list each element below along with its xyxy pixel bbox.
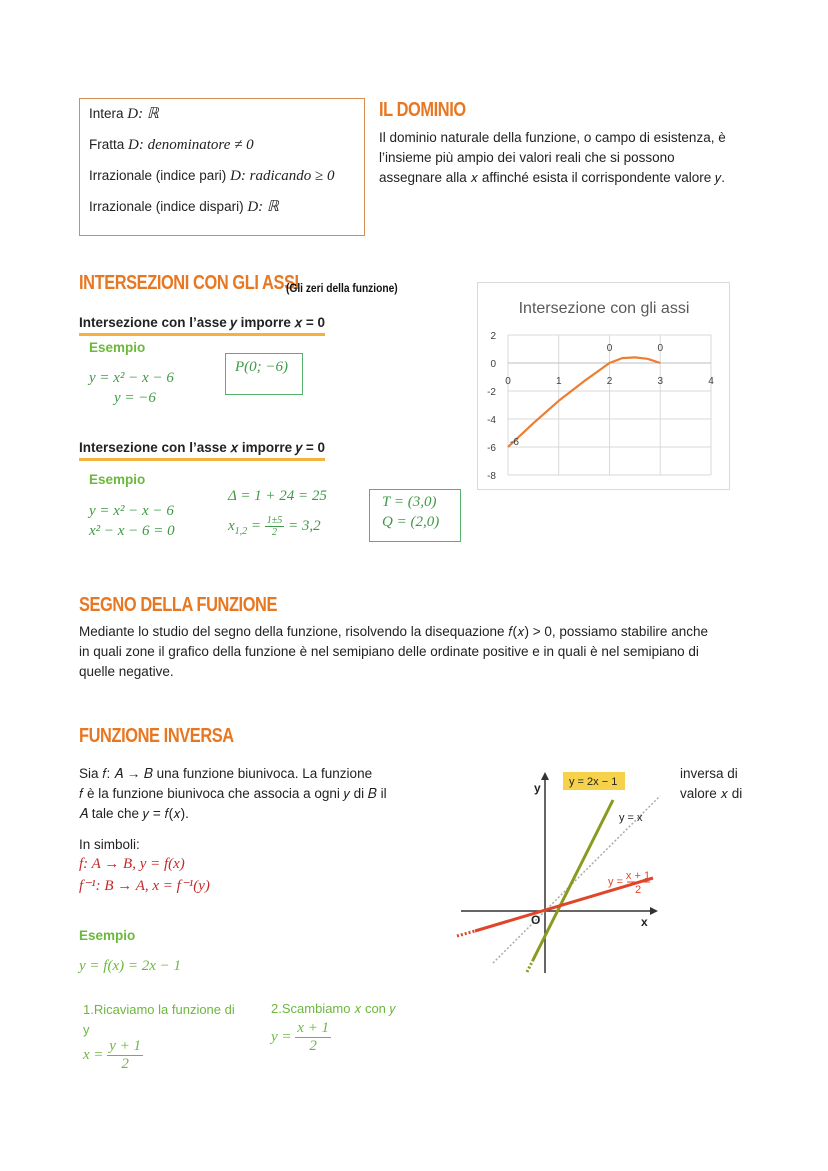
inverse-function-svg [455, 768, 670, 978]
domain-math: D: ℝ [127, 106, 159, 122]
intersezioni-title: INTERSEZIONI CON GLI ASSI [79, 272, 299, 294]
esempio-2-eq1: y = x² − x − 6 [89, 503, 174, 519]
step1-eq [83, 1038, 143, 1073]
symbols-f: f: A → B, y = f(x) [79, 856, 185, 872]
chart-xtick-label: 2 [606, 376, 613, 387]
domain-label: Intera [89, 106, 128, 121]
step2-eq [271, 1020, 331, 1055]
domain-math: D: ℝ [247, 199, 279, 215]
domain-line-fratta [89, 135, 254, 155]
chart-ytick-label: 0 [490, 359, 496, 370]
x12-rhs: = 3,2 [288, 517, 321, 534]
inversa-text [79, 764, 439, 824]
esempio-3-eq: y = f(x) = 2x − 1 [79, 958, 181, 974]
dominio-text [379, 128, 759, 188]
result-t: T = (3,0) [382, 494, 437, 510]
y-axis-arrow [541, 772, 549, 780]
result-p: P(0; −6) [235, 359, 289, 375]
step2-denominator: 2 [309, 1038, 317, 1054]
inversa-text-line: 𝐴 tale che 𝑦 = 𝑓(𝑥). [79, 806, 189, 821]
chart-ytick-label: -4 [487, 415, 496, 426]
esempio-1-eq1: y = x² − x − 6 [89, 370, 174, 386]
x-axis-arrow [650, 907, 658, 915]
fig-label-line2: y = x [619, 812, 643, 824]
esempio-1-label: Esempio [89, 340, 146, 355]
inversa-text-right [680, 764, 742, 804]
fig-label-line3-den: 2 [634, 884, 642, 896]
x12-numerator: 1±5 [266, 515, 283, 526]
step2-lhs: y = [271, 1028, 292, 1045]
fig-label-origin: O [531, 913, 541, 927]
segno-text [79, 622, 779, 682]
domain-line-irr-pari [89, 166, 335, 186]
intersezione-y-heading-text: Intersezione con l’asse 𝑦 imporre 𝑥 = 0 [79, 313, 325, 336]
fig-label-line3-lhs: y = [608, 876, 623, 888]
chart-xtick-label: 0 [505, 376, 511, 387]
chart-xtick-label: 4 [708, 376, 714, 387]
step1-denominator: 2 [121, 1056, 129, 1072]
domain-label: Fratta [89, 137, 129, 152]
chart-ytick-label: -8 [487, 471, 496, 482]
step1-numerator: y + 1 [109, 1038, 142, 1054]
x12-denominator: 2 [272, 527, 278, 538]
esempio-2-eq2: x² − x − 6 = 0 [89, 523, 175, 539]
step2-numerator: x + 1 [297, 1020, 330, 1036]
chart-data-label: 0 [606, 343, 613, 354]
x12-sub: 1,2 [234, 525, 248, 537]
intersezione-x-heading [79, 438, 325, 461]
domain-line-irr-dispari [89, 197, 279, 217]
fig-label-line1: y = 2x − 1 [569, 776, 618, 788]
fig-label-line3-num: x + 1 [625, 870, 651, 882]
segno-text-line: Mediante lo studio del segno della funzione, risolvendo la disequazione 𝑓(𝑥) > 0, possiamo stabilire anche [79, 624, 708, 639]
chart-data-label: 0 [657, 343, 664, 354]
inversa-text-line: Sia 𝑓: 𝐴 → 𝐵 una funzione biunivoca. La funzione [79, 766, 373, 781]
chart-xtick-label: 1 [555, 376, 562, 387]
dominio-text-line: l’insieme più ampio dei valori reali che si possono [379, 150, 675, 165]
esempio-1-eq2: y = −6 [114, 390, 156, 406]
domain-label: Irrazionale (indice pari) [89, 168, 231, 183]
segno-text-line: quelle negative. [79, 664, 174, 679]
fig-label-x: x [641, 915, 648, 929]
result-q: Q = (2,0) [382, 514, 440, 530]
step1-lhs: x = [83, 1046, 104, 1063]
chart-ytick-label: 2 [490, 331, 496, 342]
esempio-2-label: Esempio [89, 472, 146, 487]
line-inverse [475, 878, 653, 931]
chart-title: Intersezione con gli assi [518, 300, 690, 317]
chart-data-label: -6 [510, 437, 519, 448]
domain-math: D: radicando ≥ 0 [230, 168, 335, 184]
chart-xtick-label: 3 [657, 376, 664, 387]
step1-label-line: 1.Ricaviamo la funzione di [83, 1002, 235, 1017]
step2-label: 2.Scambiamo 𝑥 con 𝑦 [271, 1001, 396, 1016]
intersection-chart-svg [478, 283, 729, 489]
inverse-function-figure [455, 768, 670, 978]
step1-label [83, 1000, 235, 1040]
esempio-3-label: Esempio [79, 928, 136, 943]
domain-math: D: denominatore ≠ 0 [128, 137, 254, 153]
chart-ytick-label: -6 [487, 443, 496, 454]
dominio-text-line: Il dominio naturale della funzione, o campo di esistenza, è [379, 130, 726, 145]
inversa-title: FUNZIONE INVERSA [79, 725, 234, 747]
chart-ytick-label: -2 [487, 387, 496, 398]
intersezioni-subtitle: (Gli zeri della funzione) [286, 281, 398, 295]
esempio-2-delta: Δ = 1 + 24 = 25 [228, 488, 327, 504]
line-2x-minus-1-dotted [527, 960, 533, 972]
x12-lhs: x [228, 517, 235, 534]
symbols-f-inverse: f⁻¹: B → A, x = f⁻¹(y) [79, 878, 210, 894]
segno-text-line: in quali zone il grafico della funzione è nel semipiano delle ordinate positive e in quali è nel semipiano di [79, 644, 699, 659]
esempio-2-x12: $x_{1,2}$ = $\frac{1\pm 5}{2}$ = 3,2 [228, 515, 321, 538]
domain-line-intera [89, 104, 159, 124]
chart-series-line [508, 357, 660, 447]
inversa-text-right-line: inversa di [680, 766, 738, 781]
intersection-chart [477, 282, 730, 490]
in-simboli-label: In simboli: [79, 837, 140, 852]
intersezione-y-heading [79, 313, 325, 336]
line-inverse-dotted [457, 931, 475, 936]
dominio-text-line: assegnare alla 𝑥 affinché esista il corrispondente valore 𝑦. [379, 170, 726, 185]
inversa-text-line: 𝑓 è la funzione biunivoca che associa a ogni 𝑦 di 𝐵 il [79, 786, 387, 801]
step1-label-line2: y [83, 1022, 90, 1037]
fig-label-y: y [534, 781, 541, 795]
dominio-title: IL DOMINIO [379, 99, 466, 121]
inversa-text-right-line: valore 𝑥 di [680, 786, 743, 801]
segno-title: SEGNO DELLA FUNZIONE [79, 594, 278, 616]
domain-label: Irrazionale (indice dispari) [89, 199, 248, 214]
intersezione-x-heading-text: Intersezione con l’asse 𝑥 imporre 𝑦 = 0 [79, 438, 325, 461]
